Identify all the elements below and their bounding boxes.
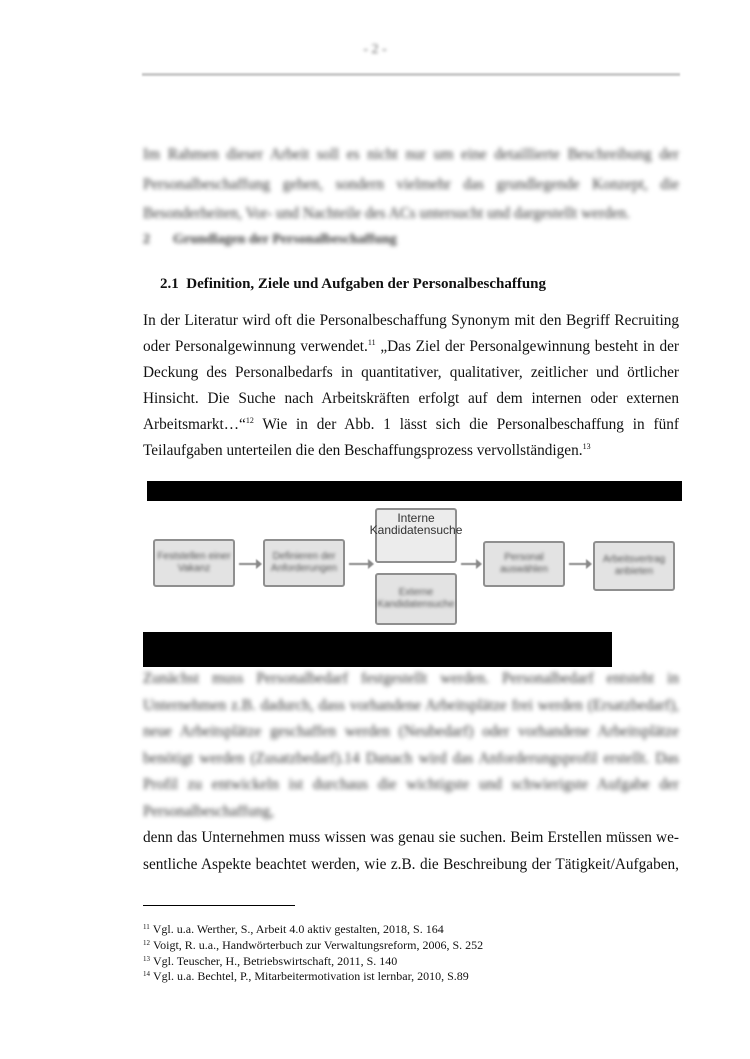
diagram-box-label: Definieren der Anforderungen (270, 551, 338, 574)
diagram-box-internal-search (369, 508, 463, 563)
footnote (143, 969, 483, 985)
main-paragraph-part3: Wie in der Abb. 1 lässt sich die Personalbeschaffung in fünf Teilaufgaben unterteilen die den Beschaffungsprozess vervollständigen. (143, 416, 679, 459)
page-number: - 2 - (363, 42, 387, 57)
after-paragraph-line: sentliche Aspekte beachtet werden, wie z.B. die Beschreibung der Tätigkeit/Aufgaben, (143, 855, 679, 873)
footnote (143, 954, 483, 970)
footnote-text: Vgl. u.a. Werther, S., Arbeit 4.0 aktiv gestalten, 2018, S. 164 (152, 922, 444, 936)
diagram-box-requirements (263, 539, 345, 587)
footnote-text: Voigt, R. u.a., Handwörterbuch zur Verwaltungsreform, 2006, S. 252 (153, 937, 484, 952)
chapter-title: Grundlagen der Personalbeschaffung (173, 232, 397, 247)
footnote (143, 922, 483, 938)
section-number: 2.1 (160, 276, 179, 292)
intro-paragraph: Im Rahmen dieser Arbeit soll es nicht nur um eine detaillierte Beschreibung der Personalbeschaffung gehen, sondern vielmehr das grundlegende Konzept, die Besonderheiten, Vor- und Nachteile des ACs untersucht und dargestellt werden. (143, 146, 679, 222)
diagram-box-label: Arbeitsvertrag anbieten (602, 554, 666, 577)
footnote-text: Vgl. u.a. Bechtel, P., Mitarbeitermotivation ist lernbar, 2010, S.89 (153, 969, 469, 984)
footnote-number: 11 (143, 923, 150, 931)
footnote-number: 14 (143, 970, 150, 979)
redaction-bar (143, 632, 612, 667)
diagram-box-label: Feststellen einer Vakanz (157, 551, 231, 574)
footnote-ref: 12 (245, 416, 254, 425)
header-rule (142, 73, 680, 76)
section-title: Definition, Ziele und Aufgaben der Personalbeschaffung (186, 276, 547, 292)
footnote (143, 938, 483, 954)
diagram-box-offer-contract (593, 541, 675, 591)
main-paragraph-part1: In der Literatur wird oft die Personalbeschaffung Synonym mit den Begriff Recruiting oder Personalgewinnung verwendet. (143, 312, 679, 355)
diagram-arrow (349, 563, 369, 565)
section-heading (160, 276, 546, 293)
main-paragraph (143, 308, 679, 464)
main-paragraph-part2: „Das Ziel der Personalgewinnung besteht in der Deckung des Personalbedarfs in quantitativer, qualitativer, zeitlicher und örtlicher Hinsicht. Die Suche nach Arbeitskräften erfolgt auf dem internen oder externen Arbeitsmarkt…“ (143, 338, 679, 433)
footnote-separator (143, 905, 295, 906)
diagram-arrow (569, 563, 587, 565)
redaction-bar (147, 481, 682, 501)
footnote-ref: 13 (582, 442, 591, 451)
footnote-text: Vgl. Teuscher, H., Betriebswirtschaft, 2011, S. 140 (153, 953, 398, 968)
footnote-ref: 11 (367, 338, 376, 347)
footnotes (143, 922, 483, 985)
diagram-box-select-staff (483, 541, 565, 587)
chapter-heading (143, 232, 397, 248)
after-paragraph-blurred: Zunächst muss Personalbedarf festgestellt werden. Personalbedarf entsteht in Unternehmen z.B. dadurch, dass vorhandene Arbeitsplätze frei werden (Ersatzbedarf), neue Arbeitsplätze geschaffen werden (Neubedarf) oder vorhandene Arbeitsplätze benötigt werden (Zusatzbedarf).14 Danach wird das Anforderungsprofil erstellt. Das Profil zu entwickeln ist durchaus die wichtigste und schwierigste Aufgabe der Personalbeschaffung, (143, 670, 679, 820)
diagram-arrow (239, 563, 257, 565)
footnote-number: 12 (143, 938, 150, 947)
diagram-arrow (461, 563, 477, 565)
process-diagram (143, 503, 683, 633)
diagram-box-label: Interne Kandidatensuche (369, 511, 463, 537)
after-paragraph (143, 666, 679, 878)
after-paragraph-line: denn das Unternehmen muss wissen was genau sie suchen. Beim Erstellen müssen we- (143, 829, 679, 846)
diagram-box-vacancy (153, 539, 235, 587)
diagram-box-label: Externe Kandidatensuche (377, 587, 455, 610)
diagram-box-label: Personal auswählen (500, 552, 548, 575)
diagram-box-external-search (375, 573, 457, 625)
chapter-number: 2 (143, 232, 150, 247)
footnote-number: 13 (143, 954, 150, 963)
